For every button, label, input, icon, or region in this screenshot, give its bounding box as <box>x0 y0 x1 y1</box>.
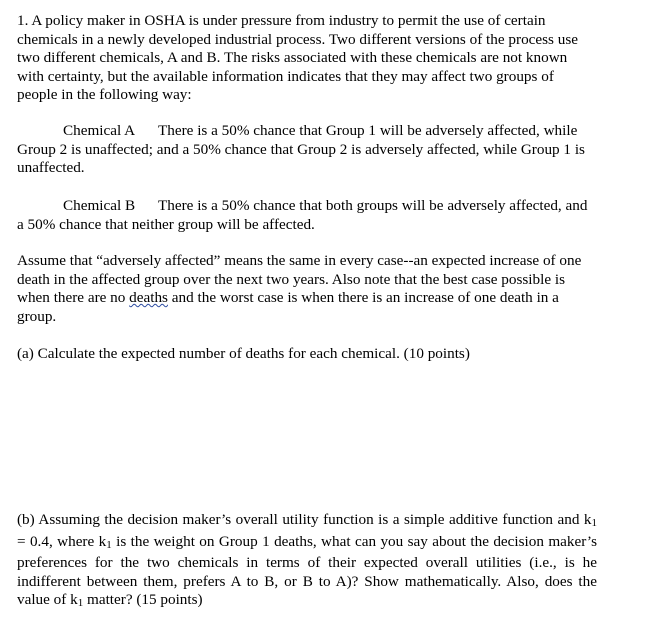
problem-intro: 1. A policy maker in OSHA is under pressure from industry to permit the use of certain chemicals in a newly developed industrial process. Two different versions of the process use two different chemicals, A and B. The risks associated with these chemicals are not known with certainty, but the available information indicates that they may affect two groups of people in the following way: <box>17 12 579 103</box>
part-b-text-3: is the weight on Group 1 deaths, what can you say about the decision maker’s preferences for the two chemicals in terms of their expected overall utilities (i.e., is he indifferent between them, prefers A to B, or B to A)? Show mathematically. Also, does the value of k <box>17 532 597 608</box>
assumption-text-after: and the worst case is when there is an increase of one death in a group. <box>17 289 559 325</box>
chemical-b-paragraph <box>17 197 597 234</box>
underlined-word: deaths <box>129 289 168 306</box>
chemical-a-label: Chemical A <box>63 122 136 139</box>
chemical-b-label: Chemical B <box>63 197 136 214</box>
chemical-a-text: There is a 50% chance that Group 1 will be adversely affected, while Group 2 is unaffected; and a 50% chance that Group 2 is adversely affected, while Group 1 is unaffected. <box>17 122 585 176</box>
subscript-3: 1 <box>77 597 84 609</box>
assumption-text-before: Assume that “adversely affected” means the same in every case--an expected increase of one death in the affected group over the next two years. Also note that the best case possible is when there are no <box>17 252 582 306</box>
part-b-text-4: matter? (15 points) <box>83 591 203 608</box>
part-b-question <box>17 511 597 613</box>
chemical-a-paragraph <box>17 122 597 178</box>
part-a-question: (a) Calculate the expected number of deaths for each chemical. (10 points) <box>17 345 470 362</box>
part-b-text-1: (b) Assuming the decision maker’s overall utility function is a simple additive function and k <box>17 511 592 528</box>
assumption-paragraph <box>17 252 597 326</box>
subscript-2: 1 <box>106 538 112 551</box>
subscript-1: 1 <box>591 517 597 529</box>
part-b-text-2: = 0.4, where k <box>17 532 107 550</box>
chemical-b-text: There is a 50% chance that both groups will be adversely affected, and a 50% chance that neither group will be affected. <box>17 197 588 233</box>
